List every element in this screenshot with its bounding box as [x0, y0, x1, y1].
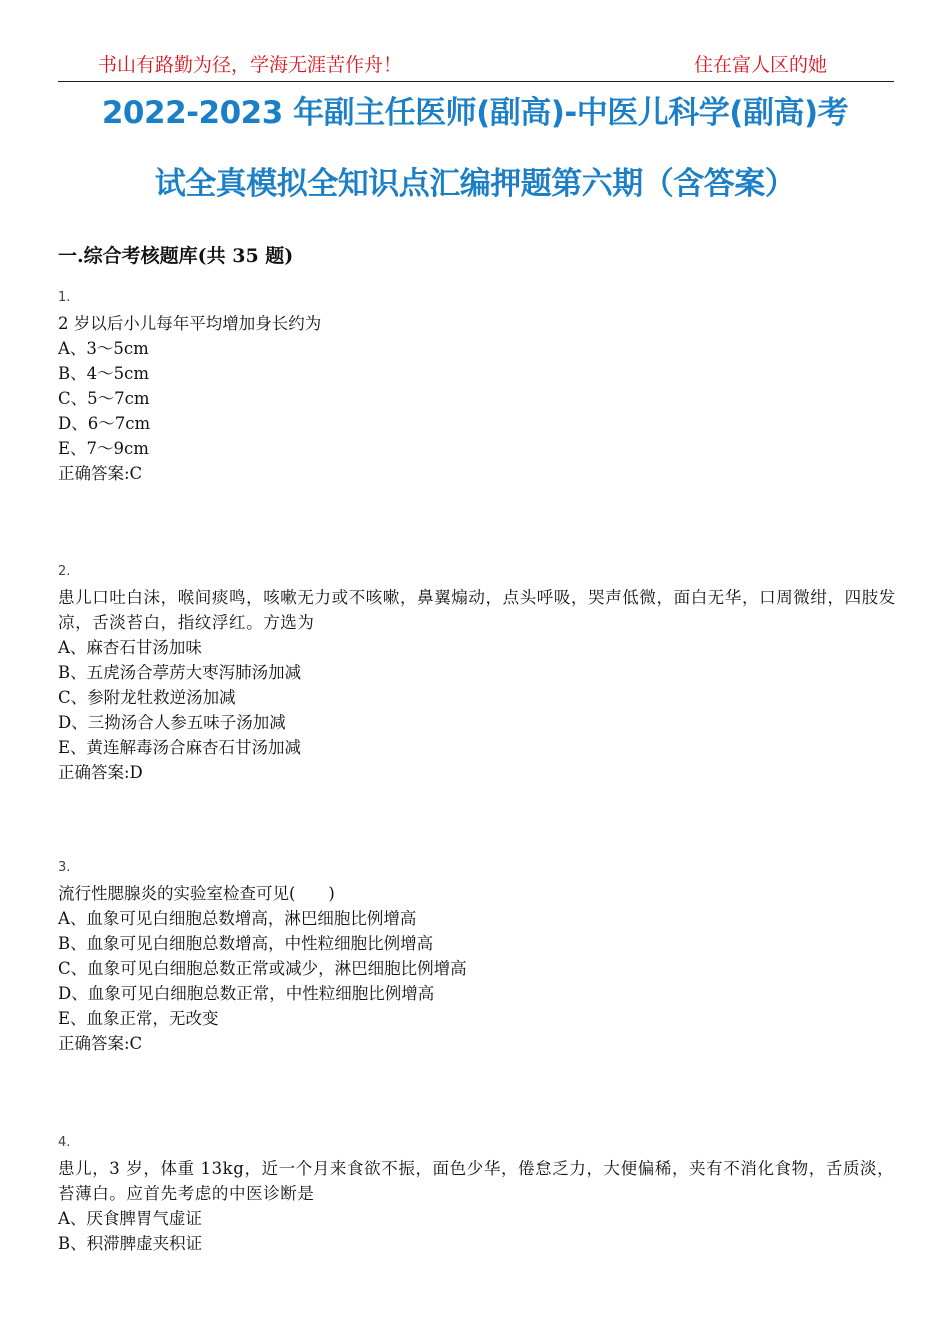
option-c: C、血象可见白细胞总数正常或减少，淋巴细胞比例增高	[58, 959, 467, 978]
question-number: 3.	[58, 860, 71, 875]
option-d: D、6～7cm	[58, 414, 151, 433]
question-number: 2.	[58, 564, 71, 579]
header-divider	[58, 81, 894, 82]
question-3	[58, 859, 903, 1056]
question-number: 4.	[58, 1135, 71, 1150]
question-4	[58, 1134, 903, 1256]
question-stem: 2 岁以后小儿每年平均增加身长约为	[58, 314, 322, 333]
question-stem: 流行性腮腺炎的实验室检查可见( )	[58, 884, 335, 903]
option-a: A、血象可见白细胞总数增高，淋巴细胞比例增高	[58, 909, 417, 928]
question-1	[58, 289, 903, 486]
section-heading: 一.综合考核题库(共 35 题)	[58, 245, 294, 267]
option-c: C、5～7cm	[58, 389, 150, 408]
option-a: A、麻杏石甘汤加味	[58, 638, 202, 657]
document-title-line-2: 试全真模拟全知识点汇编押题第六期（含答案）	[154, 166, 796, 202]
question-2	[58, 563, 903, 785]
option-b: B、4～5cm	[58, 364, 150, 383]
option-c: C、参附龙牡救逆汤加减	[58, 688, 236, 707]
option-e: E、7～9cm	[58, 439, 149, 458]
question-stem: 患儿口吐白沫，喉间痰鸣，咳嗽无力或不咳嗽，鼻翼煽动，点头呼吸，哭声低微，面白无华，口周微绀，四肢发凉，舌淡苔白，指纹浮红。方选为	[58, 588, 896, 632]
question-number: 1.	[58, 290, 71, 305]
option-e: E、血象正常，无改变	[58, 1009, 219, 1028]
correct-answer: 正确答案:C	[58, 464, 143, 483]
option-a: A、3～5cm	[58, 339, 149, 358]
option-b: B、五虎汤合葶苈大枣泻肺汤加减	[58, 663, 302, 682]
option-a: A、厌食脾胃气虚证	[58, 1209, 202, 1228]
option-d: D、三拗汤合人参五味子汤加减	[58, 713, 286, 732]
correct-answer: 正确答案:D	[58, 763, 143, 782]
document-title-line-1: 2022-2023 年副主任医师(副高)-中医儿科学(副高)考	[101, 95, 849, 131]
header-motto-right: 住在富人区的她	[694, 54, 828, 76]
correct-answer: 正确答案:C	[58, 1034, 143, 1053]
question-stem: 患儿，3 岁，体重 13kg，近一个月来食欲不振，面色少华，倦怠乏力，大便偏稀，夹有不消化食物，舌质淡，苔薄白。应首先考虑的中医诊断是	[58, 1159, 895, 1203]
header-motto-left: 书山有路勤为径，学海无涯苦作舟！	[98, 54, 403, 76]
option-d: D、血象可见白细胞总数正常，中性粒细胞比例增高	[58, 984, 435, 1003]
option-b: B、血象可见白细胞总数增高，中性粒细胞比例增高	[58, 934, 434, 953]
option-e: E、黄连解毒汤合麻杏石甘汤加减	[58, 738, 302, 757]
option-b: B、积滞脾虚夹积证	[58, 1234, 203, 1253]
